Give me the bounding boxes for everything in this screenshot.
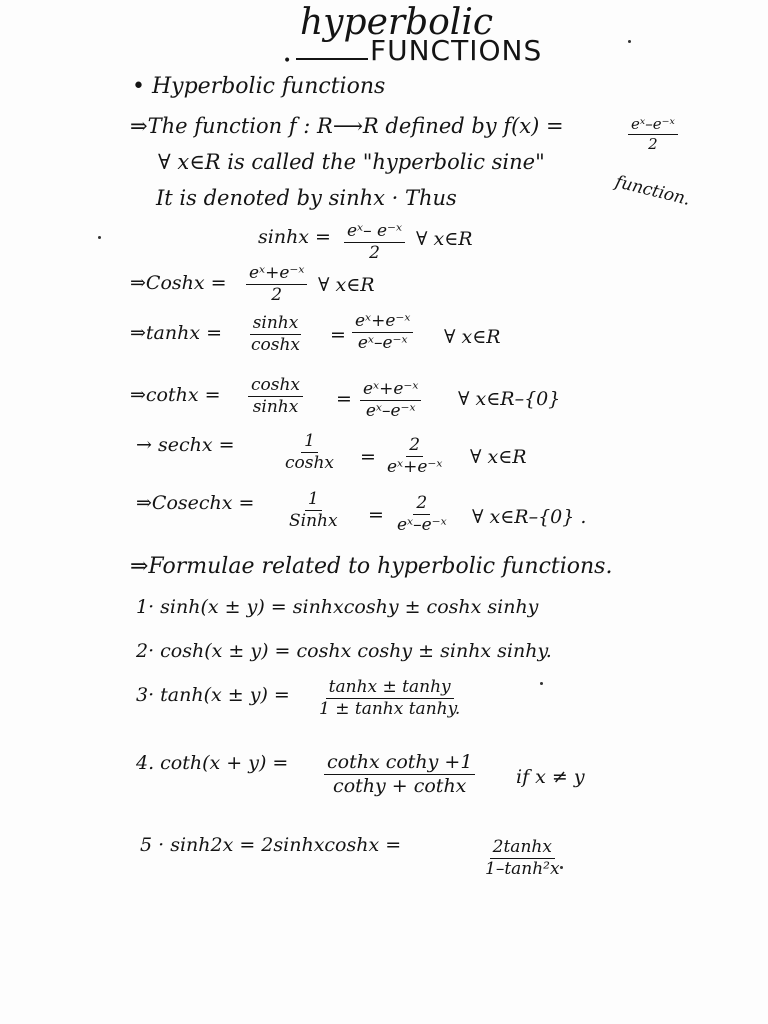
cosech-fraction-2 [394,494,450,534]
tanh-lhs: ⇒tanhx = [130,322,223,344]
cosech-fraction-1 [286,490,341,530]
tanh-denominator-1: coshx [251,334,301,355]
formula-1: 1· sinh(x ± y) = sinhxcoshy ± coshx sinhy [136,596,539,618]
intro-def-fraction [628,116,678,152]
paper-speck [628,40,631,43]
formula-5-numerator: 2tanhx [490,838,555,859]
cosh-fraction [246,264,307,304]
paper-speck [98,236,101,239]
tanh-denominator-2: eˣ–e⁻ˣ [357,332,408,353]
coth-lhs: ⇒cothx = [130,384,221,406]
sech-numerator-2: 2 [406,436,423,457]
cosh-lhs: ⇒Coshx = [130,272,227,294]
cosech-lhs: ⇒Cosechx = [136,492,255,514]
intro-line-2: ∀ x∈R is called the "hyperbolic sine" [158,150,545,174]
cosech-domain: ∀ x∈R–{0} . [472,506,587,528]
formula-4-denominator: cothy + cothx [333,774,467,797]
coth-domain: ∀ x∈R–{0} [458,388,561,410]
formula-2: 2· cosh(x ± y) = coshx coshy ± sinhx sinhy. [136,640,552,662]
page-title-functions: FUNCTIONS [370,34,543,67]
sinh-lhs: sinhx = [258,226,331,248]
coth-numerator-2: eˣ+e⁻ˣ [360,380,421,401]
intro-line-1: ⇒The function f : R⟶R defined by f(x) = [130,114,564,138]
formula-5-lhs: 5 · sinh2x = 2sinhxcoshx = [140,834,402,856]
intro-line-3: It is denoted by sinhx · Thus [156,186,457,210]
section-bullet-hyperbolic-functions: • Hyperbolic functions [132,74,386,99]
cosh-denominator: 2 [271,284,283,305]
tanh-fraction-1 [248,314,303,354]
sech-lhs: → sechx = [136,434,235,456]
title-dot: • [283,53,292,69]
paper-speck [540,682,543,685]
formula-4-numerator: cothx cothy +1 [324,752,475,775]
formula-3-numerator: tanhx ± tanhy [326,678,454,699]
cosech-denominator-2: eˣ–e⁻ˣ [397,514,447,535]
formula-3-denominator: 1 ± tanhx tanhy. [319,698,461,719]
coth-denominator-2: eˣ–e⁻ˣ [365,400,416,421]
formula-3-fraction [316,678,463,718]
coth-equals: = [336,388,352,410]
coth-fraction-2 [360,380,421,420]
sech-denominator-1: coshx [285,452,335,473]
cosh-domain: ∀ x∈R [318,274,375,296]
sinh-denominator: 2 [369,242,380,263]
cosech-denominator-1: Sinhx [289,510,338,531]
formula-5-denominator: 1–tanh²x [485,858,560,879]
tanh-equals: = [330,324,346,346]
sech-numerator-1: 1 [301,432,318,453]
cosh-numerator: eˣ+e⁻ˣ [246,264,307,285]
sech-denominator-2: eˣ+e⁻ˣ [387,456,443,477]
cosech-numerator-1: 1 [305,490,322,511]
tanh-fraction-2 [352,312,413,352]
paper-speck [560,866,563,869]
formula-3-lhs: 3· tanh(x ± y) = [136,684,290,706]
sech-domain: ∀ x∈R [470,446,527,468]
sinh-numerator: eˣ– e⁻ˣ [344,222,405,243]
intro-def-denominator: 2 [648,134,658,153]
tanh-domain: ∀ x∈R [444,326,501,348]
page-title-hyperbolic: hyperbolic [300,2,493,43]
formula-5-fraction [482,838,563,878]
sinh-domain: ∀ x∈R [416,228,473,250]
sech-fraction-2 [384,436,445,476]
intro-def-numerator: eˣ–e⁻ˣ [628,116,678,135]
coth-denominator-1: sinhx [252,396,299,417]
sech-equals: = [360,446,376,468]
sinh-fraction [344,222,405,262]
intro-line-2-function-word: function. [613,172,693,210]
formula-4-lhs: 4. coth(x + y) = [136,752,289,774]
formulae-heading: ⇒Formulae related to hyperbolic functions. [130,554,613,579]
tanh-numerator-1: sinhx [250,314,302,335]
coth-fraction-1 [248,376,303,416]
cosech-equals: = [368,504,384,526]
sech-fraction-1 [282,432,337,472]
title-underline [296,58,368,60]
tanh-numerator-2: eˣ+e⁻ˣ [352,312,413,333]
coth-numerator-1: coshx [248,376,303,397]
cosech-numerator-2: 2 [413,494,430,515]
formula-4-condition: if x ≠ y [516,766,585,788]
formula-4-fraction [324,752,475,797]
